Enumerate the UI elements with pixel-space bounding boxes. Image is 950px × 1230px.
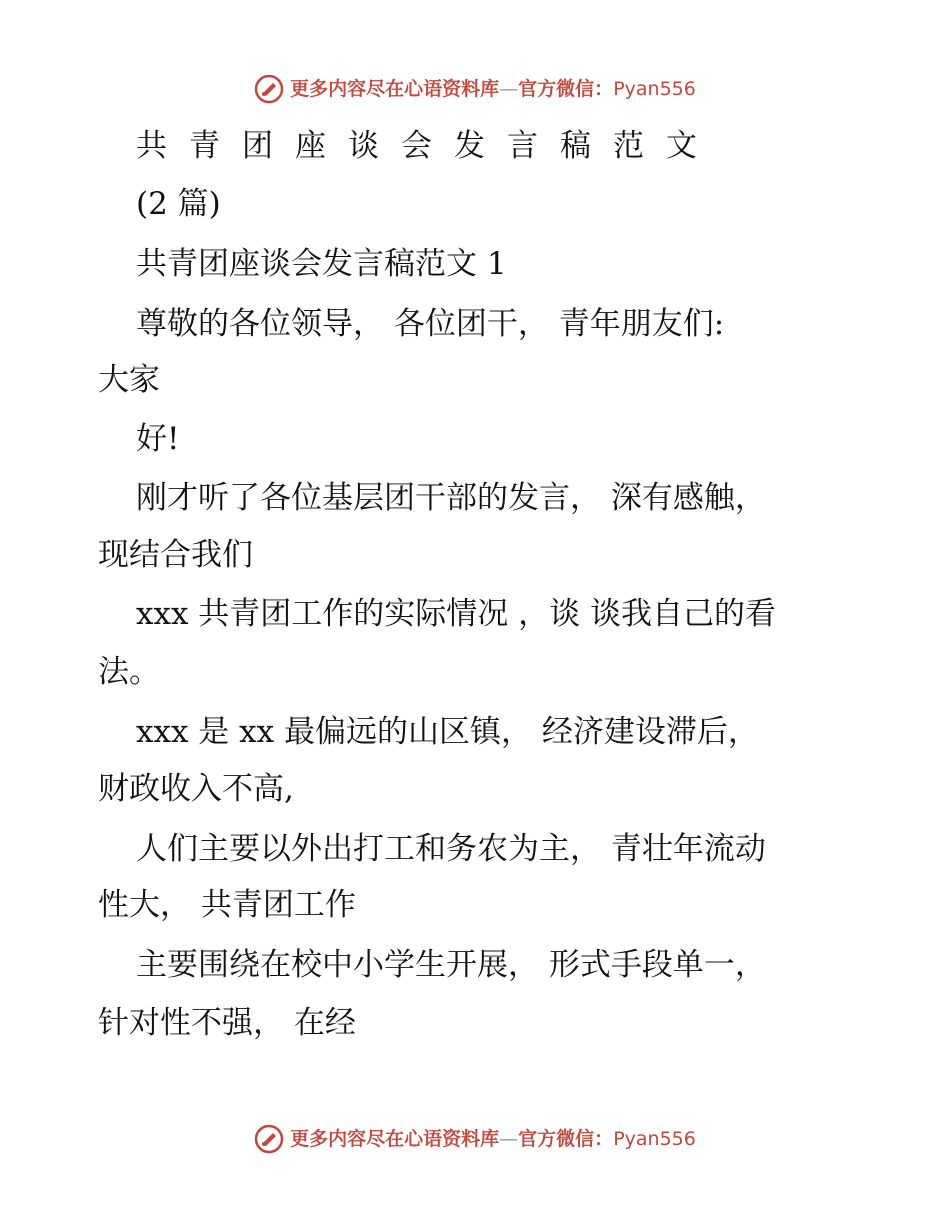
document-title: 共青团座谈会发言稿范文 — [136, 128, 719, 164]
watermark-label: 官方微信： — [518, 77, 614, 100]
watermark-id: Pyan556 — [613, 77, 696, 100]
paragraph-line: 性大， 共青团工作 — [98, 887, 356, 923]
watermark-main-text: 更多内容尽在心语资料库 — [290, 1127, 500, 1150]
paragraph-line: 主要围绕在校中小学生开展， 形式手段单一， — [136, 947, 766, 983]
brand-logo-icon — [254, 74, 284, 104]
watermark-footer — [0, 1124, 950, 1154]
paragraph-line: xxx 是 xx 最偏远的山区镇， 经济建设滞后， — [136, 714, 759, 750]
paragraph-line: 大家 — [98, 362, 160, 398]
watermark-main-text: 更多内容尽在心语资料库 — [290, 77, 500, 100]
paragraph-line: 刚才听了各位基层团干部的发言， 深有感触， — [136, 480, 766, 516]
paragraph-line: 尊敬的各位领导， 各位团干， 青年朋友们: — [136, 306, 725, 342]
watermark-label: 官方微信： — [518, 1127, 614, 1150]
paragraph-line: 好! — [136, 421, 180, 457]
watermark-id: Pyan556 — [613, 1127, 696, 1150]
watermark-separator: — — [499, 1127, 519, 1150]
paragraph-line: 人们主要以外出打工和务农为主， 青壮年流动 — [136, 831, 766, 867]
watermark-header — [0, 74, 950, 104]
paragraph-line: 针对性不强， 在经 — [98, 1005, 356, 1041]
watermark-separator: — — [499, 77, 519, 100]
document-title-count: (2 篇) — [136, 186, 221, 222]
paragraph-line: xxx 共青团工作的实际情况 ，谈 谈我自己的看 — [136, 596, 777, 632]
section-heading: 共青团座谈会发言稿范文 1 — [136, 246, 507, 282]
paragraph-line: 现结合我们 — [98, 537, 253, 573]
paragraph-line: 法。 — [98, 654, 160, 690]
brand-logo-icon — [254, 1124, 284, 1154]
paragraph-line: 财政收入不高, — [98, 771, 294, 807]
